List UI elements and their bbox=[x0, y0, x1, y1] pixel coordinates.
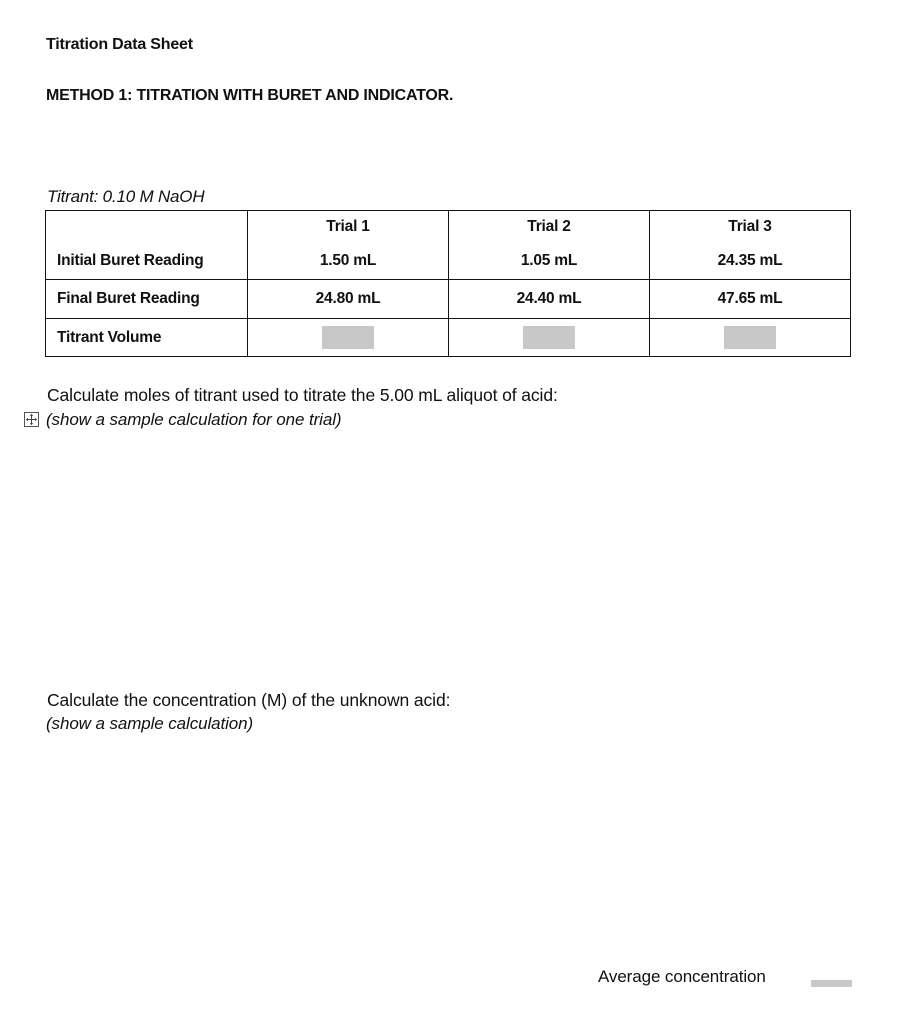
table-header-row bbox=[46, 211, 851, 244]
titrant-volume-trial-1-field[interactable] bbox=[322, 326, 374, 349]
titration-data-table bbox=[45, 210, 851, 357]
row-label-titrant-volume: Titrant Volume bbox=[46, 319, 248, 357]
moles-question-hint: (show a sample calculation for one trial) bbox=[46, 410, 342, 429]
titrant-volume-trial-2-field[interactable] bbox=[523, 326, 575, 349]
titrant-volume-trial-3-field[interactable] bbox=[724, 326, 776, 349]
document-title: Titration Data Sheet bbox=[46, 36, 193, 53]
row-label-final-buret-reading: Final Buret Reading bbox=[46, 280, 248, 319]
method-title: METHOD 1: TITRATION WITH BURET AND INDICATOR. bbox=[46, 87, 454, 104]
table-move-icon[interactable] bbox=[24, 412, 39, 427]
initial-reading-trial-3: 24.35 mL bbox=[650, 243, 851, 280]
titrant-label: Titrant: 0.10 M NaOH bbox=[47, 187, 205, 206]
average-concentration-field[interactable] bbox=[811, 980, 852, 987]
header-trial-1: Trial 1 bbox=[248, 211, 449, 244]
titrant-volume-trial-3-cell bbox=[650, 319, 851, 357]
concentration-question-hint: (show a sample calculation) bbox=[46, 714, 254, 733]
initial-reading-trial-1: 1.50 mL bbox=[248, 243, 449, 280]
final-reading-trial-3: 47.65 mL bbox=[650, 280, 851, 319]
header-corner-cell bbox=[46, 211, 248, 244]
table-row-final-buret-reading bbox=[46, 280, 851, 319]
concentration-hint-clip bbox=[46, 714, 346, 731]
concentration-question-text: Calculate the concentration (M) of the unknown acid: bbox=[47, 690, 451, 710]
final-reading-trial-2: 24.40 mL bbox=[449, 280, 650, 319]
row-label-initial-buret-reading: Initial Buret Reading bbox=[46, 243, 248, 280]
titrant-volume-trial-1-cell bbox=[248, 319, 449, 357]
final-reading-trial-1: 24.80 mL bbox=[248, 280, 449, 319]
titrant-volume-trial-2-cell bbox=[449, 319, 650, 357]
header-trial-3: Trial 3 bbox=[650, 211, 851, 244]
average-concentration-clip bbox=[598, 967, 794, 986]
header-trial-2: Trial 2 bbox=[449, 211, 650, 244]
table-row-titrant-volume bbox=[46, 319, 851, 357]
table-row-initial-buret-reading bbox=[46, 243, 851, 280]
initial-reading-trial-2: 1.05 mL bbox=[449, 243, 650, 280]
moles-question-text: Calculate moles of titrant used to titrate the 5.00 mL aliquot of acid: bbox=[47, 385, 558, 405]
average-concentration-label: Average concentration bbox=[598, 967, 766, 986]
